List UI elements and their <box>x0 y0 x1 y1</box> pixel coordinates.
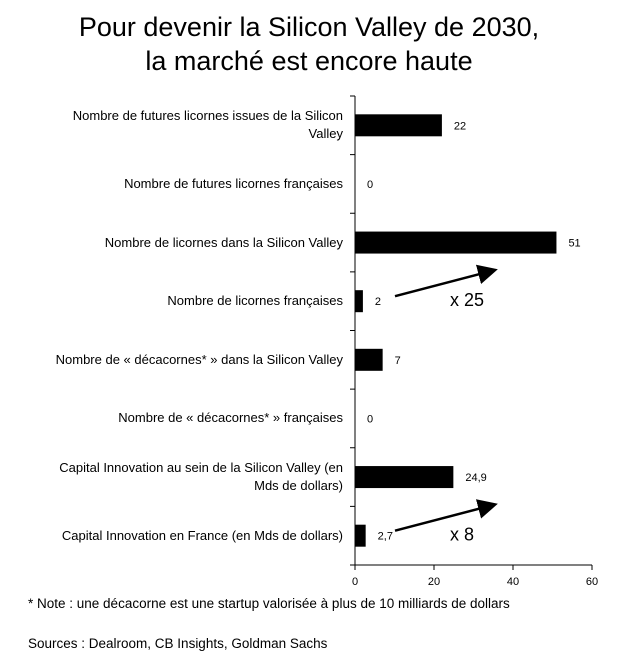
data-label: 51 <box>568 237 581 250</box>
data-label: 0 <box>367 178 374 191</box>
category-label: Capital Innovation en France (en Mds de dollars) <box>61 527 343 543</box>
x-tick-label: 60 <box>585 576 599 588</box>
annotation-label: x 8 <box>450 524 475 545</box>
category-label: Nombre de futures licornes françaises <box>124 175 343 191</box>
footnote: * Note : une décacorne est une startup valorisée à plus de 10 milliards de dollars <box>28 596 510 611</box>
bar <box>355 290 363 312</box>
x-tick-label: 20 <box>427 576 441 588</box>
bar <box>355 466 453 488</box>
category-label: Nombre de « décacornes* » françaises <box>118 410 343 426</box>
data-label: 24,9 <box>465 472 487 485</box>
arrow-annotation <box>395 505 493 531</box>
category-label: Capital Innovation au sein de la Silicon Valley (en Mds de dollars) <box>59 460 343 494</box>
data-label: 0 <box>367 413 374 426</box>
data-label: 7 <box>394 354 401 367</box>
annotation-label: x 25 <box>450 290 485 311</box>
sources-line: Sources : Dealroom, CB Insights, Goldman Sachs <box>28 636 328 651</box>
category-label: Nombre de « décacornes* » dans la Silicon Valley <box>55 351 343 367</box>
data-label: 22 <box>453 120 467 133</box>
category-label: Nombre de futures licornes issues de la Silicon Valley <box>72 108 343 142</box>
data-label: 2 <box>374 296 382 309</box>
title-line-1: Pour devenir la Silicon Valley de 2030, <box>78 12 540 42</box>
title-line-2: la marché est encore haute <box>145 46 473 76</box>
bar <box>355 349 383 371</box>
x-tick-label: 0 <box>351 576 359 588</box>
x-tick-label: 40 <box>506 576 520 588</box>
category-label: Nombre de licornes dans la Silicon Valley <box>104 234 343 250</box>
bar <box>355 525 366 547</box>
bar <box>355 114 442 136</box>
data-label: 2,7 <box>377 530 393 543</box>
bar <box>355 232 556 254</box>
category-label: Nombre de licornes françaises <box>167 293 343 309</box>
